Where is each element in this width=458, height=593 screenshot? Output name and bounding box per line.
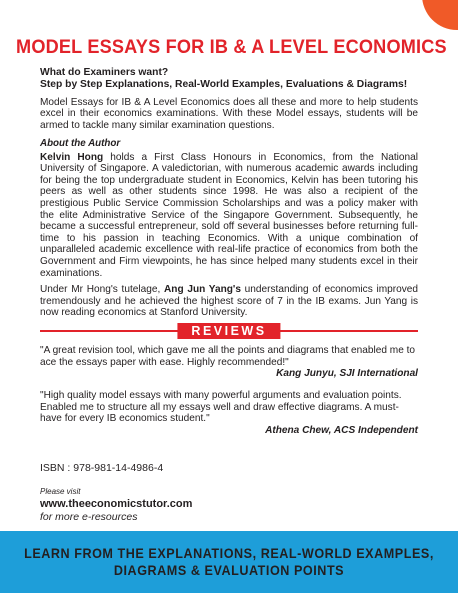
corner-decoration xyxy=(422,0,458,30)
main-content xyxy=(40,67,418,437)
banner-line-2: DIAGRAMS & EVALUATION POINTS xyxy=(113,562,345,578)
student-name: Ang Jun Yang's xyxy=(163,284,241,296)
review-quote: "High quality model essays with many powerful arguments and evaluation points. Enabled me to structure all my essays well and draw effective diagrams. A must-have for every IB economics student." xyxy=(40,390,402,425)
banner-line-1: LEARN FROM THE EXPLANATIONS, REAL-WORLD EXAMPLES, xyxy=(24,545,434,561)
author-bio-text: holds a First Class Honours in Economics, from the National University of Singapore. A valedictorian, with numerous academic awards including for being the top undergraduate student in Economics, Kelvin has been tutoring his peers as well as other students since 1998. He was also a recipient of the prestigious Public Service Commission Scholarships and was a policy maker with the elite Administrative Service of the Singapore Government. Subsequently, he became a successful entrepreneur, sold off several businesses before returning full-time to his passion in teaching Economics. With a unique combination of unparalleled academic excellence with real-life practice of economics from both the Government and Firm viewpoints, he has since helped many students excel in their examinations. xyxy=(40,151,419,279)
review-quote: "A great revision tool, which gave me all the points and diagrams that enabled me to ace the essays paper with ease. Highly recommended!" xyxy=(40,344,416,368)
author-name: Kelvin Hong xyxy=(40,151,104,163)
intro-paragraph: Model Essays for IB & A Level Economics does all these and more to help students excel in their economics examinations. With these Model essays, students will be armed to tackle many similar examination questions. xyxy=(40,96,418,131)
subheading-examiners: What do Examiners want? xyxy=(40,67,169,78)
student-paragraph xyxy=(40,284,418,319)
student-pre: Under Mr Hong's tutelage, xyxy=(40,284,164,296)
visit-label: Please visit xyxy=(40,487,81,496)
website-link[interactable]: www.theeconomicstutor.com xyxy=(40,498,193,510)
about-author-heading: About the Author xyxy=(40,137,121,149)
reviews-divider xyxy=(40,323,418,339)
subheading-features: Step by Step Explanations, Real-World Examples, Evaluations & Diagrams! xyxy=(40,79,408,91)
review-item xyxy=(40,345,418,380)
review-item xyxy=(40,390,418,437)
author-bio-paragraph xyxy=(40,152,418,280)
page-title: MODEL ESSAYS FOR IB & A LEVEL ECONOMICS xyxy=(16,36,447,58)
isbn: ISBN : 978-981-14-4986-4 xyxy=(40,462,164,474)
reviews-label: REVIEWS xyxy=(177,323,280,339)
student-post: understanding of economics improved tremendously and he achieved the highest score of 7 in the IB exams. Jun Yang is now reading economics at Stanford University. xyxy=(40,284,418,319)
review-author: Kang Junyu, SJI International xyxy=(276,368,418,380)
more-resources-text: for more e-resources xyxy=(40,511,138,523)
bottom-banner xyxy=(0,531,458,593)
review-author: Athena Chew, ACS Independent xyxy=(265,424,418,436)
